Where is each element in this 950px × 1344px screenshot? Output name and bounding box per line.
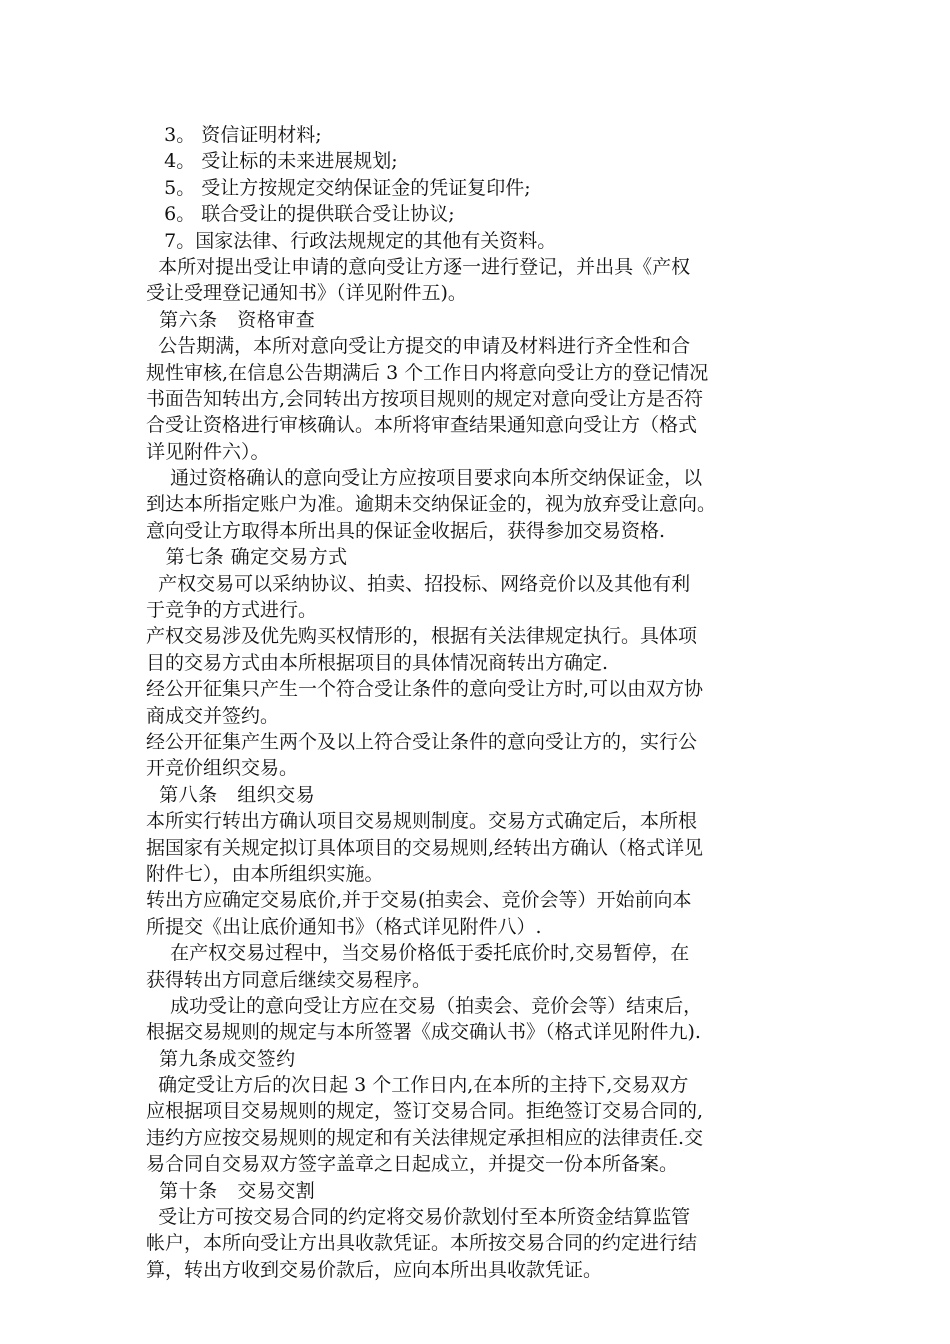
- text-line: 4。 受让标的未来进展规划;: [146, 150, 398, 173]
- text-line: 详见附件六）。: [146, 440, 270, 463]
- document-body: [146, 122, 818, 1283]
- text-line: 意向受让方取得本所出具的保证金收据后，获得参加交易资格.: [146, 519, 666, 542]
- section-heading: 第八条 组织交易: [146, 783, 316, 806]
- text-line: 产权交易可以采纳协议、拍卖、招投标、网络竞价以及其他有利: [146, 572, 691, 595]
- text-line: 在产权交易过程中，当交易价格低于委托底价时,交易暂停，在: [146, 942, 690, 965]
- text-line: 开竞价组织交易。: [146, 757, 299, 780]
- text-line: 通过资格确认的意向受让方应按项目要求向本所交纳保证金，以: [146, 467, 703, 490]
- text-line: 3。 资信证明材料;: [146, 124, 322, 146]
- text-line: 本所对提出受让申请的意向受让方逐一进行登记，并出具《产权: [146, 255, 691, 278]
- text-line: 成功受让的意向受让方应在交易（拍卖会、竞价会等）结束后，: [146, 994, 703, 1017]
- text-line: 经公开征集只产生一个符合受让条件的意向受让方时,可以由双方协: [146, 678, 704, 701]
- text-line: 易合同自交易双方签字盖章之日起成立，并提交一份本所备案。: [146, 1153, 679, 1176]
- text-line: 转出方应确定交易底价,并于交易(拍卖会、竞价会等）开始前向本: [146, 889, 692, 912]
- section-heading: 第七条 确定交易方式: [146, 546, 348, 569]
- text-line: 到达本所指定账户为准。逾期未交纳保证金的，视为放弃受让意向。: [146, 493, 717, 516]
- text-line: 商成交并签约。: [146, 704, 280, 727]
- text-line: 合受让资格进行审核确认。本所将审查结果通知意向受让方（格式: [146, 414, 698, 437]
- text-line: 产权交易涉及优先购买权情形的，根据有关法律规定执行。具体项: [146, 625, 698, 648]
- text-line: 应根据项目交易规则的规定，签订交易合同。拒绝签订交易合同的,: [146, 1100, 704, 1123]
- section-heading: 第六条 资格审查: [146, 308, 316, 331]
- text-line: 目的交易方式由本所根据项目的具体情况商转出方确定.: [146, 651, 609, 674]
- text-line: 书面告知转出方,会同转出方按项目规则的规定对意向受让方是否符: [146, 387, 704, 410]
- text-line: 确定受让方后的次日起 3 个工作日内,在本所的主持下,交易双方: [146, 1074, 689, 1097]
- text-line: 违约方应按交易规则的规定和有关法律规定承担相应的法律责任.交: [146, 1126, 704, 1149]
- text-line: 附件七），由本所组织实施。: [146, 862, 384, 885]
- text-line: 受让方可按交易合同的约定将交易价款划付至本所资金结算监管: [146, 1206, 691, 1229]
- text-line: 公告期满，本所对意向受让方提交的申请及材料进行齐全性和合: [146, 335, 691, 358]
- text-line: 7。国家法律、行政法规规定的其他有关资料。: [146, 229, 557, 252]
- text-line: 5。 受让方按规定交纳保证金的凭证复印件;: [146, 176, 531, 199]
- section-heading: 第十条 交易交割: [146, 1179, 316, 1202]
- section-heading: 第九条成交签约: [146, 1047, 296, 1070]
- text-line: 于竞争的方式进行。: [146, 599, 318, 622]
- text-line: 所提交《出让底价通知书》（格式详见附件八）.: [146, 915, 542, 938]
- text-line: 6。 联合受让的提供联合受让协议;: [146, 203, 455, 226]
- text-line: 经公开征集产生两个及以上符合受让条件的意向受让方的，实行公: [146, 730, 698, 753]
- text-line: 受让受理登记通知书》（详见附件五)。: [146, 282, 467, 305]
- text-line: 帐户，本所向受让方出具收款凭证。本所按交易合同的约定进行结: [146, 1232, 698, 1255]
- text-line: 据国家有关规定拟订具体项目的交易规则,经转出方确认（格式详见: [146, 836, 704, 859]
- text-line: 规性审核,在信息公告期满后 3 个工作日内将意向受让方的登记情况: [146, 361, 709, 384]
- text-line: 获得转出方同意后继续交易程序。: [146, 968, 432, 991]
- text-line: 算，转出方收到交易价款后，应向本所出具收款凭证。: [146, 1258, 603, 1281]
- text-line: 本所实行转出方确认项目交易规则制度。交易方式确定后，本所根: [146, 810, 698, 833]
- text-line: 根据交易规则的规定与本所签署《成交确认书》（格式详见附件九).: [146, 1021, 701, 1044]
